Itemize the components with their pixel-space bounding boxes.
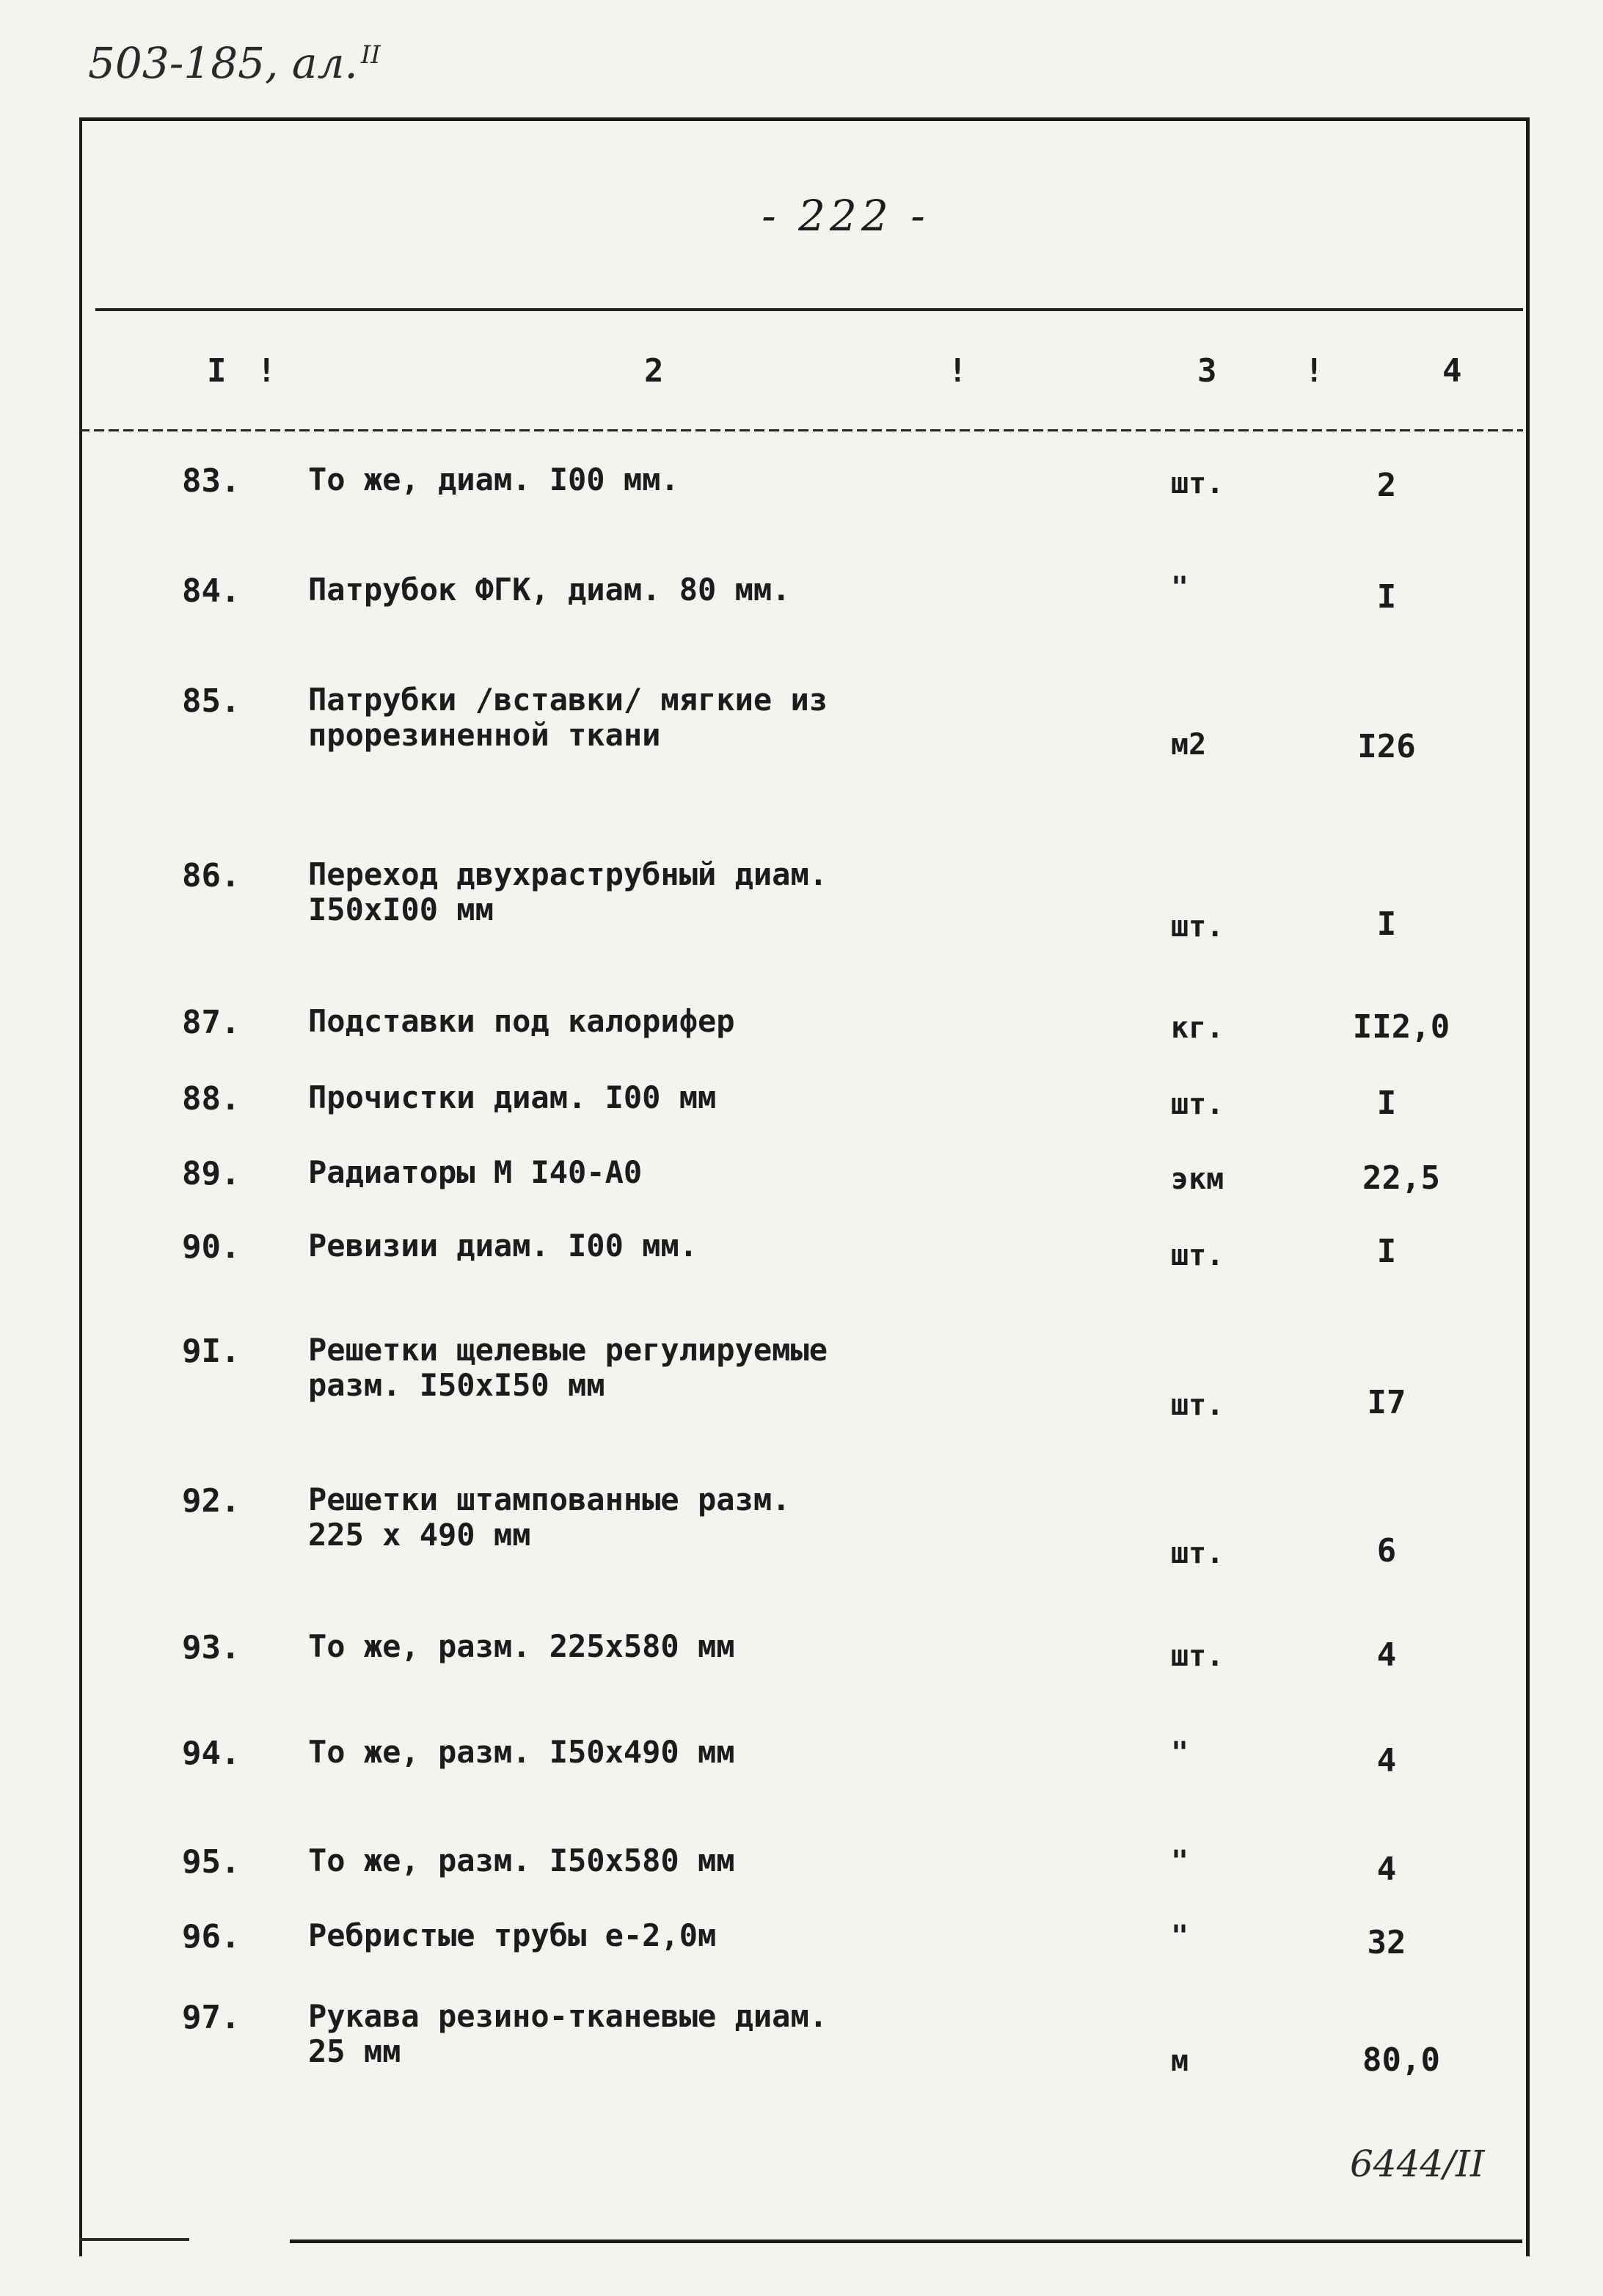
column-separator: ! [948,352,968,390]
row-quantity: 4 [1376,1742,1397,1779]
row-quantity: 6 [1376,1532,1397,1570]
row-quantity: I26 [1357,728,1416,765]
row-unit: " [1171,1920,1189,1953]
row-number: 89. [182,1155,241,1192]
row-number: 90. [182,1228,241,1266]
row-number: 83. [182,462,241,500]
column-separator: ! [257,352,277,390]
table-row [0,1998,1603,2079]
row-item-name: То же, диам. I00 мм. [308,462,679,498]
row-item-name: Решетки штампованные разм. 225 x 490 мм [308,1482,791,1553]
row-item-name: Решетки щелевые регулируемые разм. I50xI50 мм [308,1332,828,1403]
row-number: 97. [182,1999,241,2036]
row-item-name: Радиаторы М I40-А0 [308,1154,643,1190]
row-unit: шт. [1171,910,1224,944]
row-item-name: Подставки под калорифер [308,1003,735,1039]
table-row [0,572,1603,646]
row-quantity: I [1376,1085,1397,1122]
row-quantity: 4 [1376,1636,1397,1674]
table-row [0,1004,1603,1077]
row-unit: м2 [1171,728,1207,762]
table-row [0,1332,1603,1422]
row-quantity: 2 [1376,467,1397,504]
table-row [0,1228,1603,1302]
row-item-name: Переход двухраструбный диам. I50xI00 мм [308,856,828,927]
row-number: 95. [182,1843,241,1881]
row-quantity: I [1376,905,1397,943]
page-number: - 222 - [762,191,930,241]
row-unit: шт. [1171,1639,1224,1673]
row-quantity: I [1376,1233,1397,1270]
row-unit: шт. [1171,1087,1224,1121]
row-item-name: То же, разм. I50x580 мм [308,1843,735,1878]
row-unit: " [1171,1736,1189,1770]
document-reference: 503-185, ал. $^{II}$ [88,38,381,88]
row-unit: " [1171,1845,1189,1878]
row-unit: экм [1171,1162,1224,1196]
row-quantity: 80,0 [1362,2041,1440,2079]
row-unit: " [1171,571,1189,605]
table-row [0,856,1603,944]
row-number: 84. [182,572,241,610]
row-number: 9I. [182,1333,241,1370]
row-number: 86. [182,857,241,894]
table-header-bottom-rule [79,429,1523,431]
table-header-top-rule [95,308,1523,311]
row-unit: шт. [1171,1537,1224,1570]
frame-bottom-line [290,2239,1522,2243]
row-item-name: Патрубки /вставки/ мягкие из прорезиненной ткани [308,682,828,753]
row-item-name: То же, разм. 225x580 мм [308,1628,735,1664]
column-header-1: I [207,352,227,390]
column-separator: ! [1304,352,1324,390]
table-row [0,1629,1603,1702]
row-item-name: Патрубок ФГК, диам. 80 мм. [308,572,791,608]
table-row [0,682,1603,765]
table-row [0,1155,1603,1228]
document-number: 6444/II [1350,2143,1485,2185]
row-item-name: Рукава резино-тканевые диам. 25 мм [308,1998,828,2069]
row-number: 85. [182,682,241,720]
row-quantity: II2,0 [1352,1008,1450,1046]
row-item-name: Ребристые трубы е-2,0м [308,1917,717,1953]
column-header-2: 2 [644,352,664,390]
row-unit: шт. [1171,467,1224,500]
column-header-3: 3 [1197,352,1217,390]
table-row [0,1843,1603,1917]
row-number: 87. [182,1004,241,1041]
row-item-name: Прочистки диам. I00 мм [308,1079,717,1115]
table-row [0,1482,1603,1570]
row-number: 92. [182,1482,241,1520]
row-unit: шт. [1171,1239,1224,1272]
row-quantity: I7 [1367,1384,1406,1421]
table-row [0,462,1603,536]
row-quantity: 4 [1376,1851,1397,1888]
row-number: 94. [182,1735,241,1772]
row-quantity: 22,5 [1362,1159,1440,1197]
row-unit: шт. [1171,1388,1224,1422]
column-header-4: 4 [1442,352,1462,390]
row-number: 93. [182,1629,241,1666]
table-row [0,1735,1603,1808]
row-unit: кг. [1171,1011,1224,1045]
row-unit: м [1171,2044,1189,2078]
table-row [0,1080,1603,1154]
frame-bottom-left-line [79,2238,189,2241]
document-reference-album: II [360,40,381,70]
row-number: 88. [182,1080,241,1118]
row-item-name: То же, разм. I50x490 мм [308,1734,735,1770]
row-number: 96. [182,1918,241,1956]
row-quantity: I [1376,578,1397,616]
row-quantity: 32 [1367,1924,1406,1961]
table-row [0,1918,1603,1991]
row-item-name: Ревизии диам. I00 мм. [308,1228,698,1264]
